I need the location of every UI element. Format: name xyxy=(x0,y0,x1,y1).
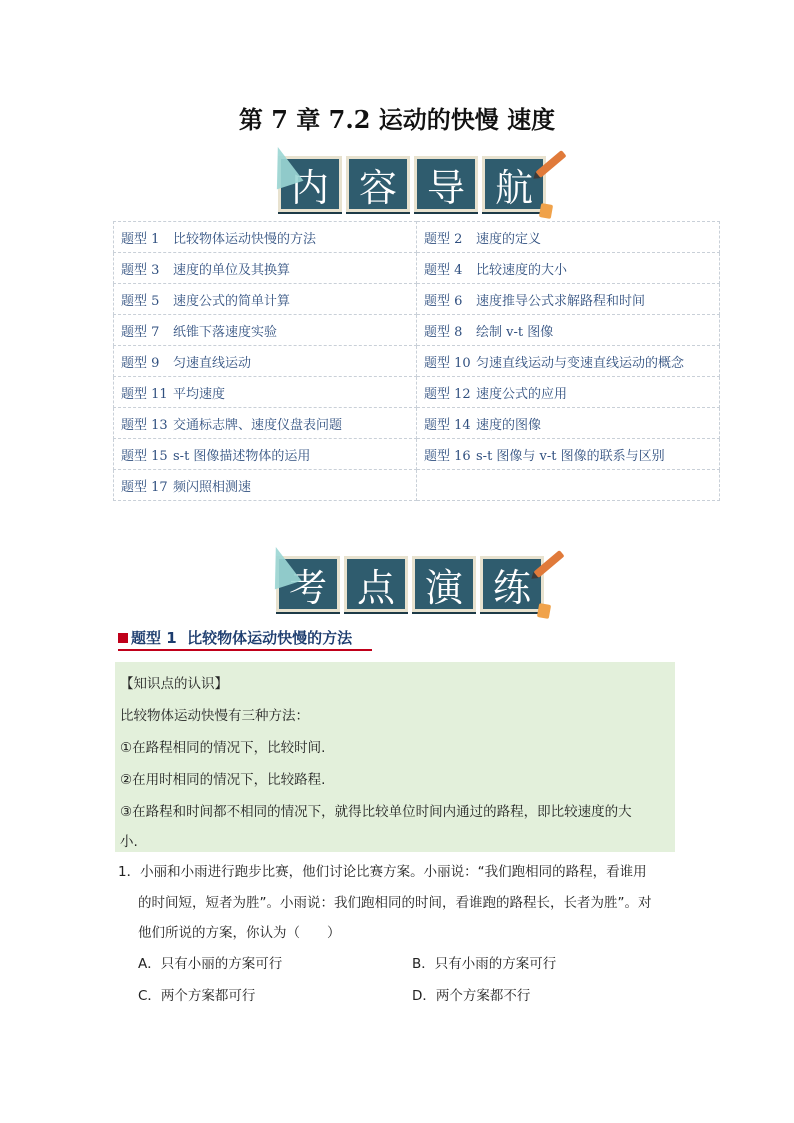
nav-item-label: 匀速直线运动 xyxy=(173,355,252,371)
question-line: 的时间短，短者为胜”。小雨说：我们跑相同的时间，看谁跑的路程长，长者为胜”。对 xyxy=(138,895,652,911)
nav-item-number: 题型 6 xyxy=(424,293,463,309)
nav-item-number: 题型 9 xyxy=(121,355,160,371)
question-line: 1．小丽和小雨进行跑步比赛，他们讨论比赛方案。小丽说：“我们跑相同的路程，看谁用 xyxy=(118,864,647,880)
option-b[interactable]: B．只有小雨的方案可行 xyxy=(412,956,557,972)
content-nav-table xyxy=(113,221,720,501)
nav-row xyxy=(114,470,720,501)
banner-tile: 点 xyxy=(344,556,408,612)
nav-item-label: 速度公式的应用 xyxy=(476,386,568,402)
nav-item-number: 题型 17 xyxy=(121,479,168,495)
option-a[interactable]: A．只有小丽的方案可行 xyxy=(138,956,283,972)
section-label: 比较物体运动快慢的方法 xyxy=(187,629,353,647)
nav-item-label: 速度的单位及其换算 xyxy=(173,262,291,278)
nav-item-label: s-t 图像与 v-t 图像的联系与区别 xyxy=(476,448,665,464)
nav-item-number: 题型 13 xyxy=(121,417,168,433)
nav-item-number: 题型 11 xyxy=(121,386,168,402)
nav-item[interactable] xyxy=(114,377,417,408)
nav-item-label: 速度的图像 xyxy=(476,417,542,433)
nav-item[interactable] xyxy=(114,408,417,439)
ribbon-icon xyxy=(539,203,553,219)
nav-item-number: 题型 1 xyxy=(121,231,160,247)
nav-item[interactable] xyxy=(114,346,417,377)
banner-practice xyxy=(276,556,544,612)
banner-tile: 航 xyxy=(482,156,546,212)
nav-item-number: 题型 4 xyxy=(424,262,463,278)
nav-item-label: 速度推导公式求解路程和时间 xyxy=(476,293,646,309)
nav-item-number: 题型 2 xyxy=(424,231,463,247)
nav-item[interactable] xyxy=(417,377,720,408)
nav-item-label: 速度的定义 xyxy=(476,231,542,247)
banner-tile: 考 xyxy=(276,556,340,612)
nav-row xyxy=(114,346,720,377)
section-number: 题型 1 xyxy=(131,629,177,647)
option-d[interactable]: D．两个方案都不行 xyxy=(412,988,531,1004)
triangle-decoration-icon xyxy=(265,143,304,190)
nav-item-number: 题型 16 xyxy=(424,448,471,464)
nav-row xyxy=(114,408,720,439)
nav-item-label: 绘制 v-t 图像 xyxy=(476,324,554,340)
nav-item[interactable] xyxy=(114,284,417,315)
nav-item-number: 题型 3 xyxy=(121,262,160,278)
banner-tile: 演 xyxy=(412,556,476,612)
nav-item[interactable] xyxy=(417,284,720,315)
nav-item[interactable] xyxy=(114,253,417,284)
nav-item[interactable] xyxy=(114,439,417,470)
knowledge-box xyxy=(115,662,675,852)
nav-row xyxy=(114,253,720,284)
knowledge-intro: 比较物体运动快慢有三种方法： xyxy=(120,708,309,724)
nav-row xyxy=(114,377,720,408)
nav-item-label: 交通标志牌、速度仪盘表问题 xyxy=(173,417,343,433)
nav-item-label: 纸锥下落速度实验 xyxy=(173,324,278,340)
knowledge-item: ①在路程相同的情况下，比较时间. xyxy=(120,740,326,756)
nav-item[interactable] xyxy=(417,315,720,346)
nav-item-number: 题型 7 xyxy=(121,324,160,340)
option-c[interactable]: C．两个方案都可行 xyxy=(138,988,256,1004)
nav-row xyxy=(114,439,720,470)
ribbon-icon xyxy=(537,603,551,619)
nav-item-number: 题型 15 xyxy=(121,448,168,464)
nav-item-number: 题型 14 xyxy=(424,417,471,433)
nav-row xyxy=(114,284,720,315)
square-bullet-icon xyxy=(118,633,128,643)
nav-row xyxy=(114,315,720,346)
nav-item-label: 比较速度的大小 xyxy=(476,262,568,278)
banner-tile: 练 xyxy=(480,556,544,612)
question-line: 他们所说的方案，你认为（ ） xyxy=(138,925,341,941)
section-heading xyxy=(118,627,372,651)
nav-item-number: 题型 8 xyxy=(424,324,463,340)
nav-item[interactable] xyxy=(417,408,720,439)
nav-empty-cell xyxy=(417,470,720,501)
knowledge-item: ②在用时相同的情况下，比较路程. xyxy=(120,772,326,788)
banner-tile: 容 xyxy=(346,156,410,212)
nav-row xyxy=(114,222,720,253)
nav-item[interactable] xyxy=(417,346,720,377)
nav-item[interactable] xyxy=(114,470,417,501)
banner-tile: 内 xyxy=(278,156,342,212)
banner-content-nav xyxy=(278,156,546,212)
nav-item-label: 速度公式的简单计算 xyxy=(173,293,291,309)
banner-tile: 导 xyxy=(414,156,478,212)
nav-item-label: s-t 图像描述物体的运用 xyxy=(173,448,311,464)
nav-item-label: 平均速度 xyxy=(173,386,226,402)
nav-item[interactable] xyxy=(417,439,720,470)
nav-item-label: 匀速直线运动与变速直线运动的概念 xyxy=(476,355,685,371)
nav-item-number: 题型 12 xyxy=(424,386,471,402)
page-title: 第 7 章 7.2 运动的快慢 速度 xyxy=(238,105,556,134)
nav-item-label: 频闪照相测速 xyxy=(173,479,252,495)
nav-item[interactable] xyxy=(114,222,417,253)
knowledge-heading: 【知识点的认识】 xyxy=(120,676,228,692)
nav-item[interactable] xyxy=(114,315,417,346)
nav-item-number: 题型 5 xyxy=(121,293,160,309)
knowledge-item-continued: 小. xyxy=(120,834,138,850)
nav-item-number: 题型 10 xyxy=(424,355,471,371)
nav-item[interactable] xyxy=(417,222,720,253)
nav-item-label: 比较物体运动快慢的方法 xyxy=(173,231,317,247)
nav-item[interactable] xyxy=(417,253,720,284)
knowledge-item: ③在路程和时间都不相同的情况下，就得比较单位时间内通过的路程，即比较速度的大 xyxy=(120,804,632,820)
triangle-decoration-icon xyxy=(263,543,302,590)
